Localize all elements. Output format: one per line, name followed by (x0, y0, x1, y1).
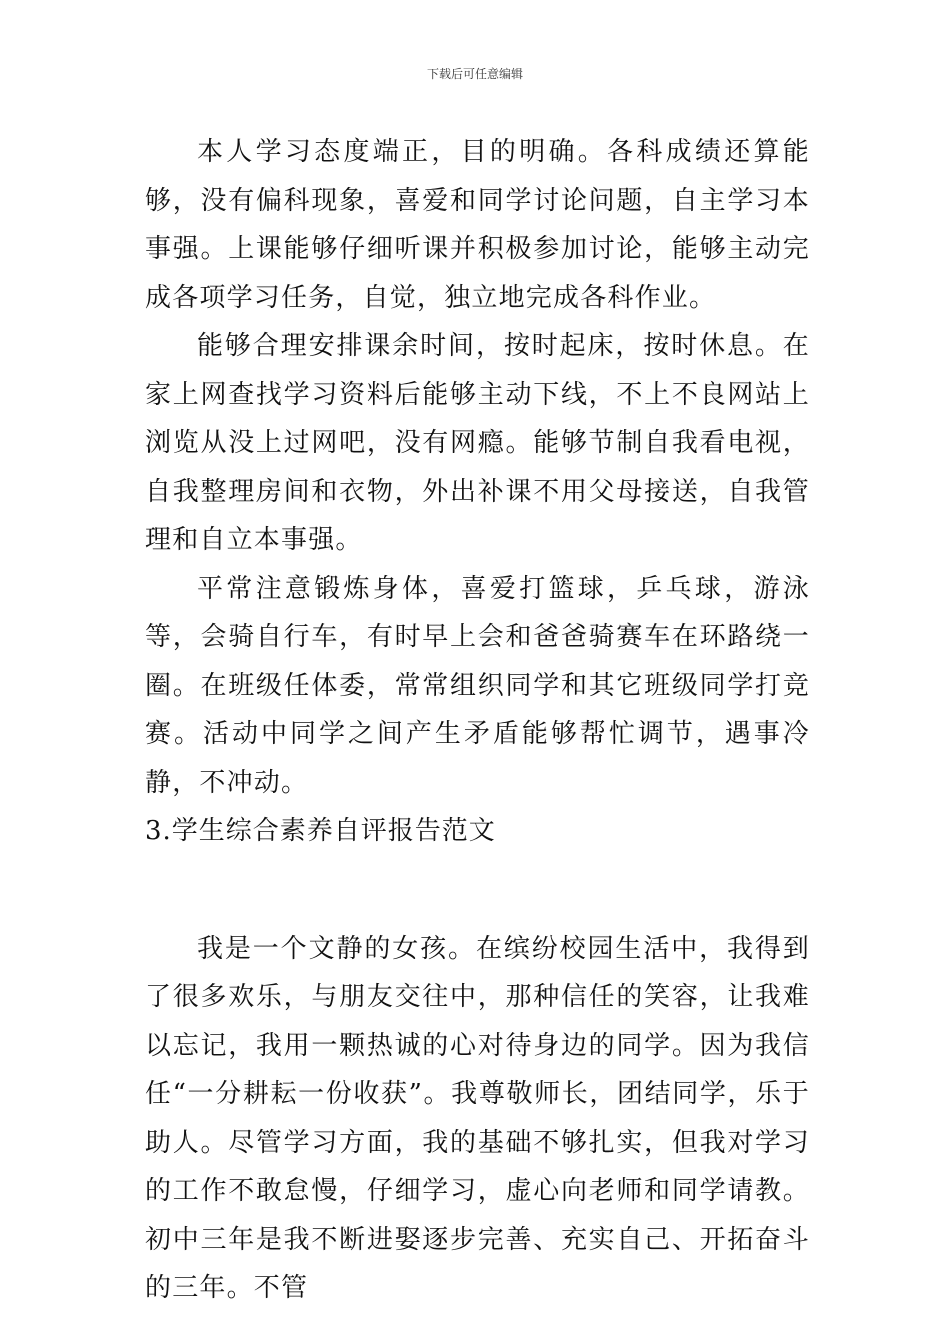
document-body (145, 128, 810, 1313)
paragraph-physical-activity: 平常注意锻炼身体，喜爱打篮球，乒乓球，游泳等，会骑自行车，有时早上会和爸爸骑赛车在环路绕一圈。在班级任体委，常常组织同学和其它班级同学打竞赛。活动中同学之间产生矛盾能够帮忙调节，遇事冷静，不冲动。 (145, 573, 810, 798)
paragraph-self-evaluation: 我是一个文静的女孩。在缤纷校园生活中，我得到了很多欢乐，与朋友交往中，那种信任的笑容，让我难以忘记，我用一颗热诚的心对待身边的同学。因为我信任“一分耕耘一份收获”。我尊敬师长，团结同学，乐于助人。尽管学习方面，我的基础不够扎实，但我对学习的工作不敢怠慢，仔细学习，虚心向老师和同学请教。初中三年是我不断进娶逐步完善、充实自己、开拓奋斗的三年。不管 (145, 933, 810, 1303)
blank-spacer (145, 856, 810, 925)
paragraph-study-attitude: 本人学习态度端正，目的明确。各科成绩还算能够，没有偏科现象，喜爱和同学讨论问题，自主学习本事强。上课能够仔细听课并积极参加讨论，能够主动完成各项学习任务，自觉，独立地完成各科作业。 (145, 137, 810, 313)
section-heading: 3.学生综合素养自评报告范文 (145, 816, 496, 846)
page-header: 下载后可任意编辑 (426, 67, 523, 81)
paragraph-time-management: 能够合理安排课余时间，按时起床，按时休息。在家上网查找学习资料后能够主动下线，不上不良网站上浏览从没上过网吧，没有网瘾。能够节制自我看电视，自我整理房间和衣物，外出补课不用父母接送，自我管理和自立本事强。 (145, 331, 810, 555)
